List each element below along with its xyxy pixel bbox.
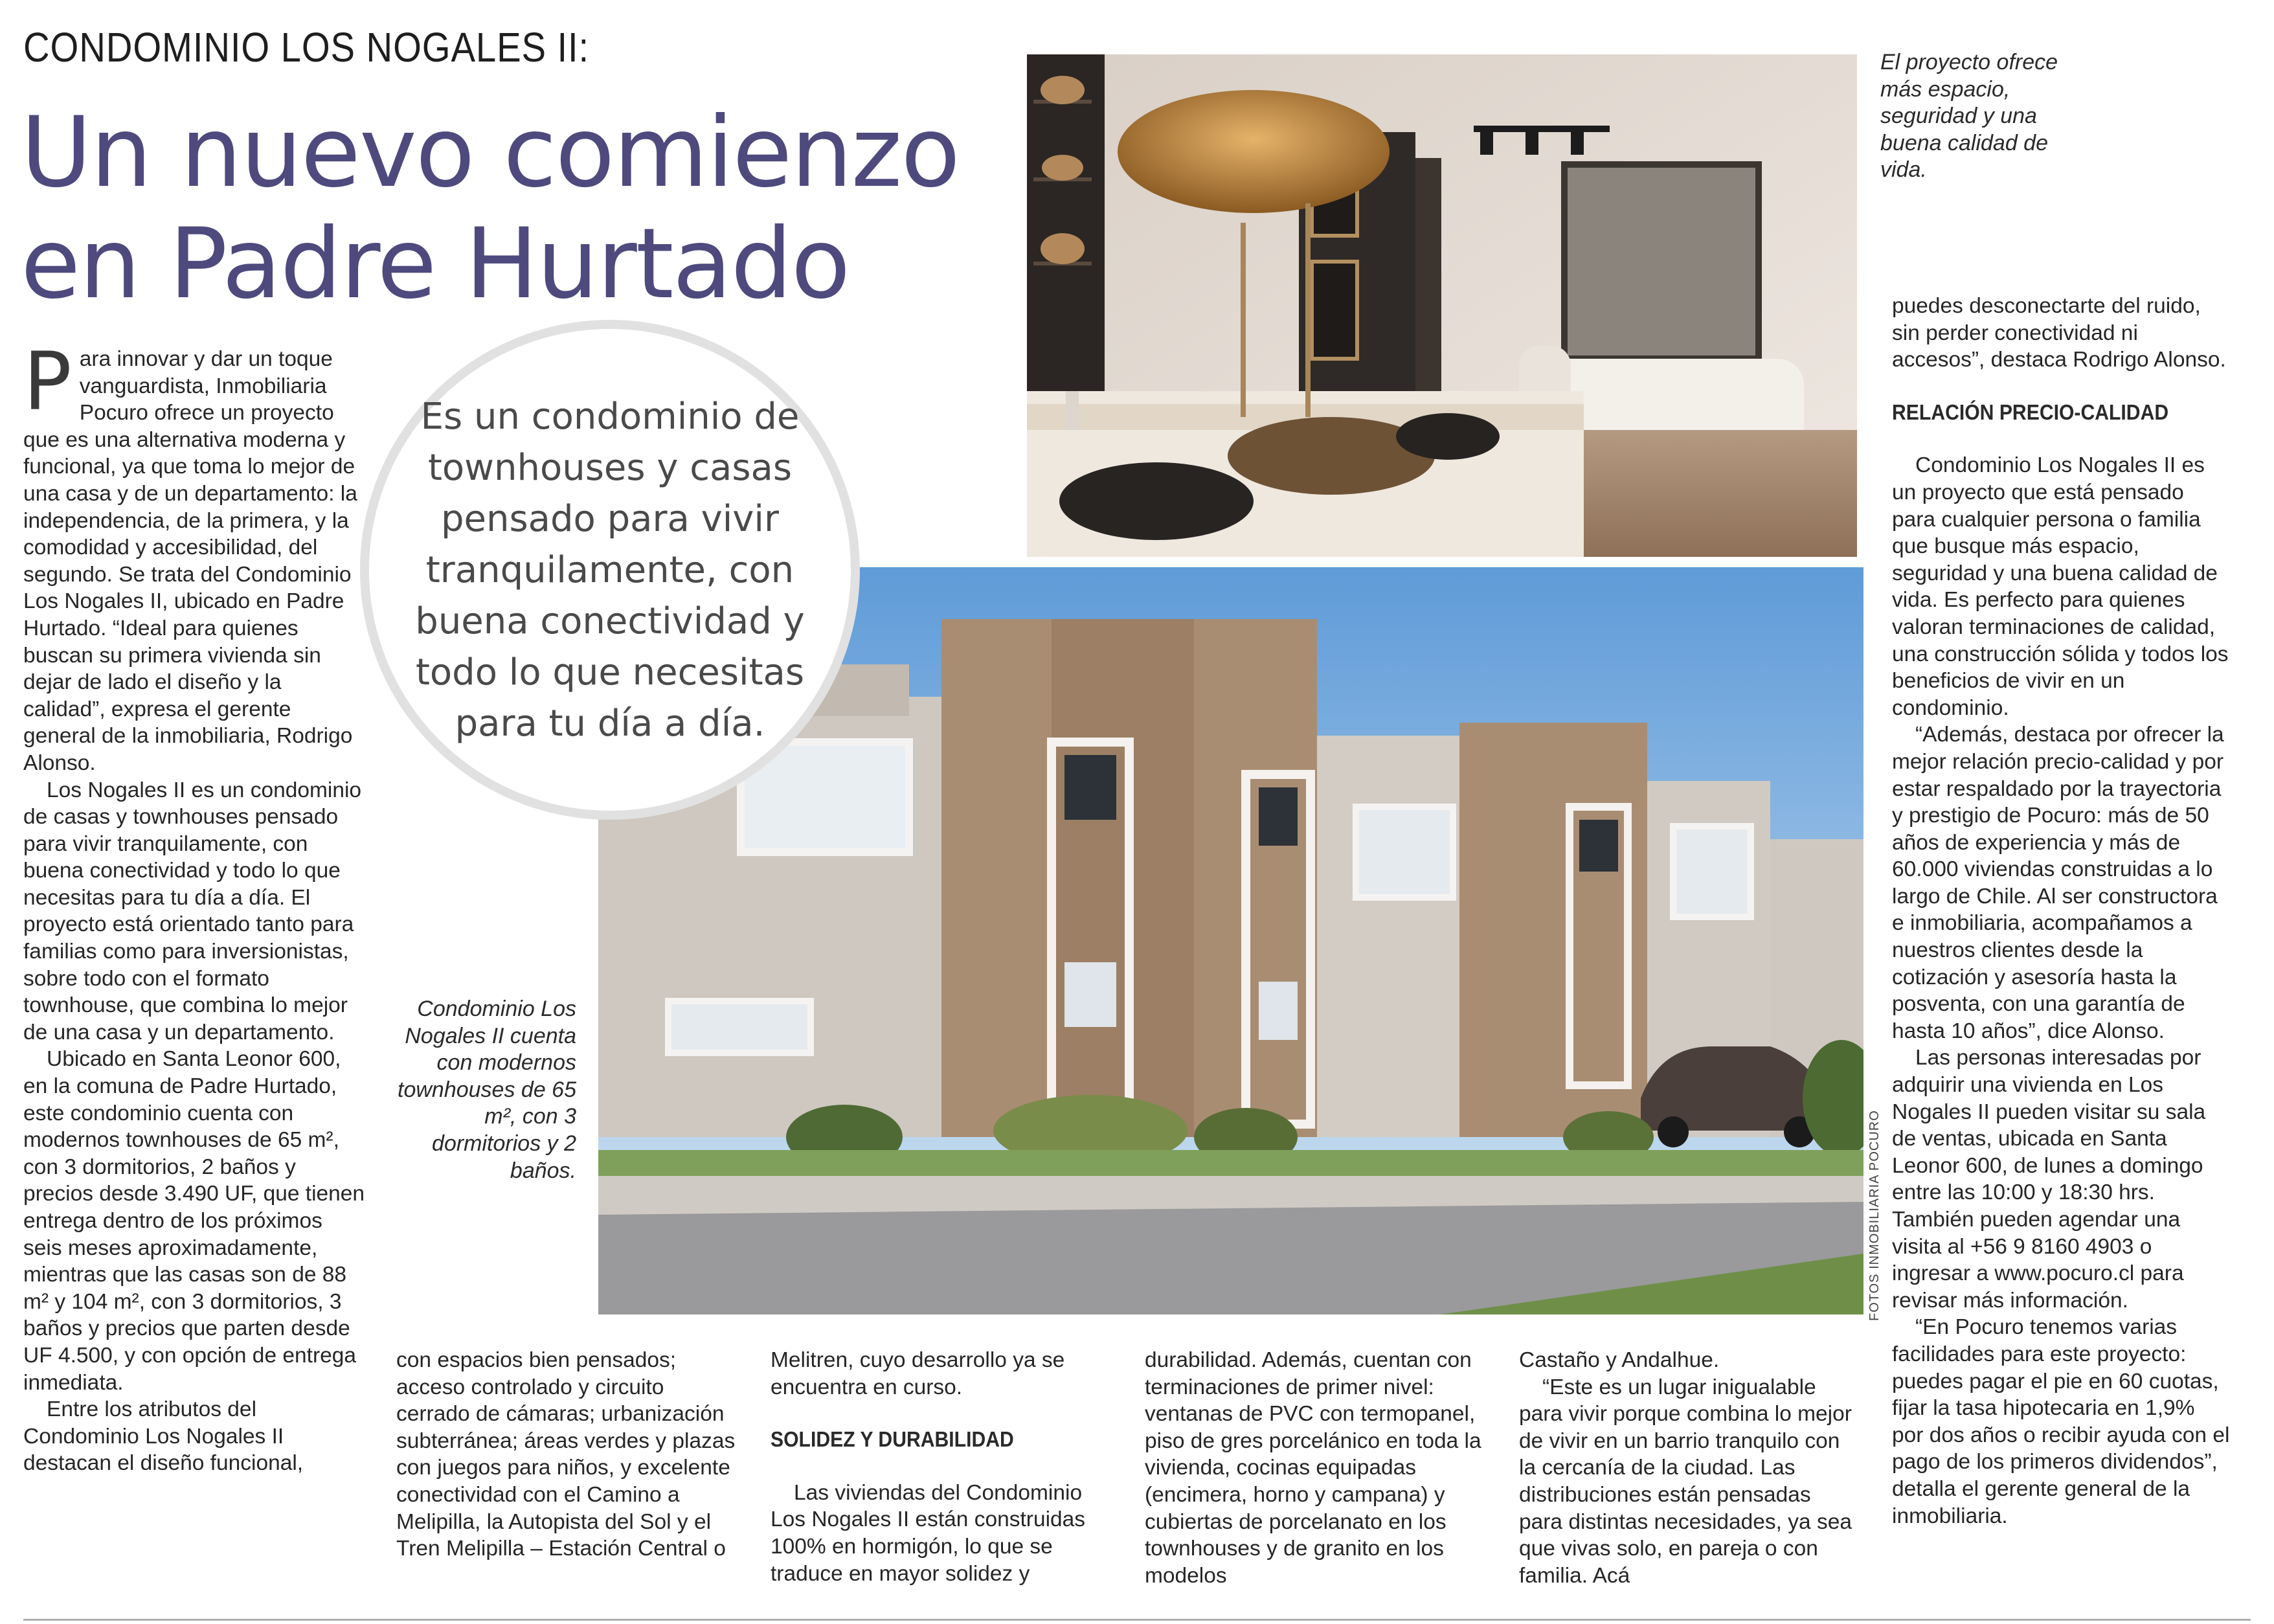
body-paragraph: Las viviendas del Condominio Los Nogales II están construidas 100% en hormigón, lo que se traduce en mayor solidez y <box>771 1480 1086 1586</box>
headline: Un nuevo comienzo en Padre Hurtado <box>21 96 960 321</box>
interior-photo-caption: El proyecto ofrece más espacio, seguridad y una buena calidad de vida. <box>1880 50 2058 183</box>
body-column-3 <box>771 1347 1114 1587</box>
pull-quote-text: Es un condominio de townhouses y casas pensado para vivir tranquilamente, con buena conectividad y todo lo que necesitas para tu día a día. <box>415 395 805 745</box>
section-heading: SOLIDEZ Y DURABILIDAD <box>771 1428 1014 1452</box>
photo-credit-text: FOTOS INMOBILIARIA POCURO <box>1867 1110 1882 1321</box>
body-paragraph: “Además, destaca por ofrecer la mejor relación precio-calidad y por estar respaldado por la trayectoria y prestigio de Pocuro: más de 50 años de experiencia y más de 60.000 viviendas construidas a lo largo de Chile. Al ser constructora e inmobiliaria, acompañamos a nuestros clientes desde la cotización y asesoría hasta la posventa, con una garantía de hasta 10 años”, dice Alonso. <box>1892 723 2224 1043</box>
body-paragraph: durabilidad. Además, cuentan con terminaciones de primer nivel: ventanas de PVC con termopanel, piso de gres porcelánico en toda la vivienda, cocinas equipadas (encimera, horno y campana) y cubiertas de porcelanato en los townhouses y de granito en los modelos <box>1145 1348 1481 1588</box>
body-column-1 <box>23 335 366 1477</box>
body-paragraph: con espacios bien pensados; acceso controlado y circuito cerrado de cámaras; urbanización subterránea; áreas verdes y plazas con juegos para niños, y excelente conectividad con el Camino a Melipilla, la Autopista del Sol y el Tren Melipilla – Estación Central o <box>396 1348 736 1561</box>
body-paragraph: Ubicado en Santa Leonor 600, en la comuna de Padre Hurtado, este condominio cuenta con modernos townhouses de 65 m², con 3 dormitorios, 2 baños y precios desde 3.490 UF, que tienen entrega dentro de los próximos seis meses aproximadamente, mientras que las casas son de 88 m² y 104 m², con 3 dormitorios, 3 baños y precios que parten desde UF 4.500, y con opción de entrega inmediata. <box>23 1047 365 1395</box>
section-heading: RELACIÓN PRECIO-CALIDAD <box>1892 400 2169 425</box>
drop-cap: P <box>23 335 72 429</box>
pull-quote <box>369 329 851 811</box>
photo-credit <box>1862 1110 1888 1321</box>
interior-living-dining-image <box>1027 54 1857 557</box>
exterior-photo-caption: Condominio Los Nogales II cuenta con modernos townhouses de 65 m², con 3 dormitorios y 2 baños. <box>398 997 576 1183</box>
kicker: CONDOMINIO LOS NOGALES II: <box>23 24 590 71</box>
body-paragraph: Los Nogales II es un condominio de casas y townhouses pensado para vivir tranquilamente, con buena conectividad y todo lo que necesitas para tu día a día. El proyecto está orientado tanto para familias como para inversionistas, sobre todo con el formato townhouse, que combina lo mejor de una casa y un departamento. <box>23 778 362 1044</box>
body-paragraph: puedes desconectarte del ruido, sin perder conectividad ni accesos”, destaca Rodrigo Alonso. <box>1892 294 2226 372</box>
body-paragraph: Las personas interesadas por adquirir una vivienda en Los Nogales II pueden visitar su sala de ventas, ubicada en Santa Leonor 600, de lunes a domingo entre las 10:00 y 18:30 hrs. También pueden agendar una visita al +56 9 8160 4903 o ingresar a www.pocuro.cl para revisar más información. <box>1892 1046 2206 1313</box>
body-column-5 <box>1519 1347 1859 1589</box>
body-paragraph: Condominio Los Nogales II es un proyecto que está pensado para cualquier persona o familia que busque más espacio, seguridad y una buena calidad de vida. Es perfecto para quienes valoran terminaciones de calidad, una construcción sólida y todos los beneficios de vivir en un condominio. <box>1892 453 2229 720</box>
body-paragraph: “Este es un lugar inigualable para vivir porque combina lo mejor de vivir en un barrio tranquilo con la cercanía de la ciudad. Las distribuciones están pensadas para distintas necesidades, ya sea que vivas solo, en pareja o con familia. Acá <box>1519 1375 1852 1588</box>
body-column-2 <box>396 1347 739 1562</box>
body-column-6 <box>1892 293 2232 1529</box>
interior-photo <box>1027 54 1857 557</box>
body-paragraph: Entre los atributos del Condominio Los Nogales II destacan el diseño funcional, <box>23 1397 304 1476</box>
body-column-4 <box>1145 1347 1488 1589</box>
body-paragraph: Melitren, cuyo desarrollo ya se encuentra en curso. <box>771 1348 1065 1399</box>
body-paragraph: Para innovar y dar un toque vanguardista, Inmobiliaria Pocuro ofrece un proyecto que es una alternativa moderna y funcional, ya que toma lo mejor de una casa y de un departamento: la independencia, de la primera, y la comodidad y accesibilidad, del segundo. Se trata del Condominio Los Nogales II, ubicado en Padre Hurtado. “Ideal para quienes buscan su primera vivienda sin dejar de lado el diseño y la calidad”, expresa el gerente general de la inmobiliaria, Rodrigo Alonso. <box>23 335 357 775</box>
body-paragraph: Castaño y Andalhue. <box>1519 1348 1720 1372</box>
bottom-rule <box>23 1619 2251 1621</box>
body-paragraph: “En Pocuro tenemos varias facilidades para este proyecto: puedes pagar el pie en 60 cuotas, fijar la tasa hipotecaria en 1,9% por dos años o recibir ayuda con el pago de los primeros dividendos”, detalla el gerente general de la inmobiliaria. <box>1892 1315 2230 1528</box>
